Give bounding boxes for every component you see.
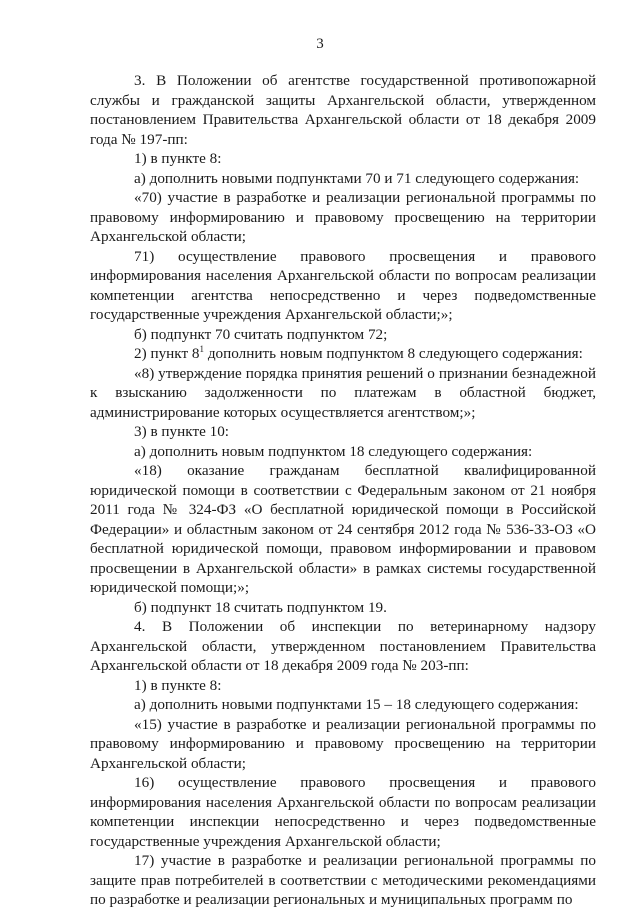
paragraph: «70) участие в разработке и реализации региональной программы по правовому информированию и правовому просвещению на территории Архангельской области; bbox=[90, 189, 596, 245]
page-number: 3 bbox=[316, 36, 324, 52]
paragraph: б) подпункт 18 считать подпунктом 19. bbox=[134, 598, 387, 616]
paragraph: 71) осуществление правового просвещения и правового информирования населения Архангельской области по вопросам реализации компетенции агентства непосредственно и через подведомственные государственные учреждения Архангельской области;»; bbox=[90, 247, 596, 323]
paragraph: 17) участие в разработке и реализации региональной программы по защите прав потребителей в соответствии с методическими рекомендациями по разработке и реализации региональных и муниципальных программ по bbox=[90, 852, 596, 908]
paragraph-text: 2) пункт 8 bbox=[134, 345, 200, 362]
paragraph-text: дополнить новым подпунктом 8 следующего содержания: bbox=[204, 345, 583, 362]
paragraph: 3. В Положении об агентстве государственной противопожарной службы и гражданской защиты Архангельской области, утвержденном постановлением Правительства Архангельской области от 18 декабря 2009 года № 197-пп: bbox=[90, 72, 596, 148]
paragraph: 1) в пункте 8: bbox=[134, 150, 222, 167]
superscript: 1 bbox=[199, 343, 205, 354]
paragraph: 16) осуществление правового просвещения и правового информирования населения Архангельской области по вопросам реализации компетенции инспекции непосредственно и через подведомственные государственные учреждения Архангельской области; bbox=[90, 774, 596, 850]
paragraph: а) дополнить новыми подпунктами 70 и 71 следующего содержания: bbox=[134, 169, 580, 187]
paragraph: а) дополнить новым подпунктом 18 следующего содержания: bbox=[134, 442, 533, 460]
paragraph: «15) участие в разработке и реализации региональной программы по правовому информированию и правовому просвещению на территории Архангельской области; bbox=[90, 715, 596, 772]
paragraph: а) дополнить новыми подпунктами 15 – 18 следующего содержания: bbox=[134, 696, 579, 713]
paragraph: «18) оказание гражданам бесплатной квалифицированной юридической помощи в соответствии с Федеральным законом от 21 ноября 2011 года № 324-ФЗ «О бесплатной юридической помощи в Российской Федерации» и областным законом от 24 сентября 2012 года № 536-33-ОЗ «О бесплатной юридической помощи, правовом информировании и правовом просвещении в Архангельской области» в рамках системы государственной юридической помощи;»; bbox=[90, 462, 596, 596]
paragraph: «8) утверждение порядка принятия решений о признании безнадежной к взысканию задолженности по платежам в областной бюджет, администрирование которых осуществляется агентством;»; bbox=[90, 364, 596, 421]
paragraph: б) подпункт 70 считать подпунктом 72; bbox=[134, 325, 388, 343]
paragraph: 4. В Положении об инспекции по ветеринарному надзору Архангельской области, утвержденном постановлением Правительства Архангельской области от 18 декабря 2009 года № 203-пп: bbox=[90, 618, 596, 674]
paragraph: 3) в пункте 10: bbox=[134, 423, 230, 440]
paragraph bbox=[90, 344, 596, 364]
document-body bbox=[90, 71, 596, 910]
paragraph: 1) в пункте 8: bbox=[134, 676, 222, 694]
